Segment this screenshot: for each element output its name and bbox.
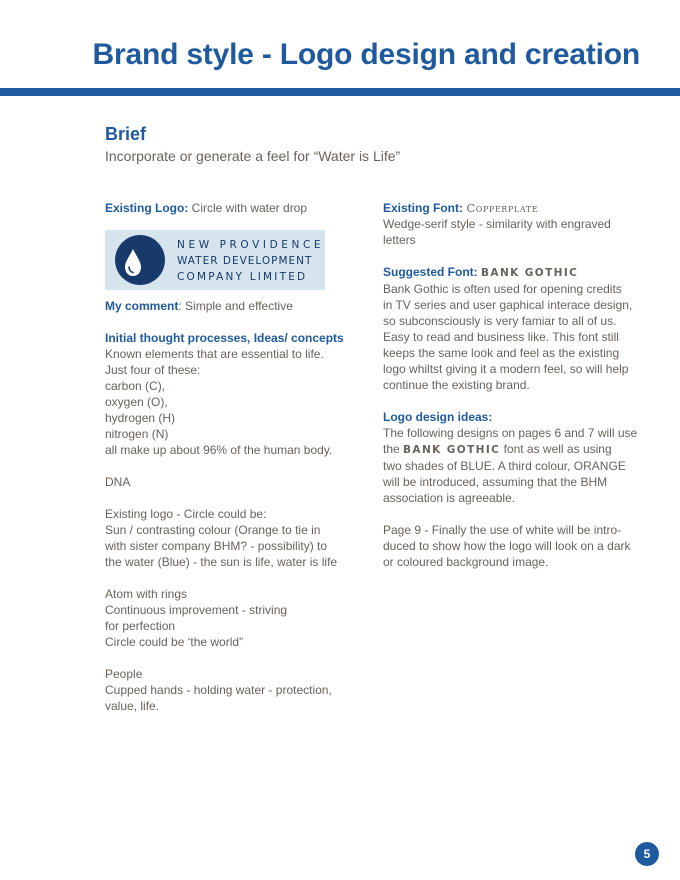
people-line: value, life. [105,699,160,713]
suggested-line: in TV series and user gaphical interace design, [383,298,633,312]
logo-ideas-line: will be introduced, assuming that the BHM [383,475,608,489]
ideas-line: Just four of these: [105,363,201,377]
circle-line: the water (Blue) - the sun is life, water is life [105,555,338,569]
comment-label: My comment [105,299,179,313]
suggested-line: keeps the same look and feel as the existing [383,346,620,360]
suggested-line: continue the existing brand. [383,378,530,392]
comment-line [105,298,350,314]
circle-line: Sun / contrasting colour (Orange to tie in [105,523,321,537]
page9-line: duced to show how the logo will look on a dark [383,539,631,553]
ideas-heading: Initial thought processes, Ideas/ concepts [105,331,344,345]
suggested-font-label: Suggested Font: [383,265,478,279]
ideas-line: hydrogen (H) [105,411,176,425]
suggested-line: so subconsciously is very famiar to all of us. [383,314,617,328]
ideas-line: oxygen (O), [105,395,168,409]
existing-logo-label: Existing Logo: [105,201,189,215]
font-desc-line: letters [383,233,416,247]
suggested-line: Easy to read and business like. This font still [383,330,619,344]
font-desc-line: Wedge-serif style - similarity with engraved [383,217,611,231]
logo-ideas-line: The following designs on pages 6 and 7 will use [383,426,638,440]
logo-ideas-post: font as well as using [500,442,612,456]
logo-line-1: NEW PROVIDENCE [177,239,325,251]
existing-font-line [383,200,645,216]
atom-line: Continuous improvement - striving [105,603,288,617]
circle-line: with sister company BHM? - possibility) to [105,539,328,553]
logo-line-3: COMPANY LIMITED [177,271,308,283]
logo-ideas-line: two shades of BLUE. A third colour, ORANGE [383,459,626,473]
atom-line: Circle could be ‘the world” [105,635,244,649]
logo-ideas-heading: Logo design ideas: [383,410,493,424]
ideas-line: Known elements that are essential to life. [105,347,324,361]
circle-line: Existing logo - Circle could be: [105,507,267,521]
people-line: People [105,667,143,681]
right-column [383,200,645,570]
page9-line: or coloured background image. [383,555,549,569]
page-number-badge: 5 [635,842,659,866]
npwdc-logo [105,230,325,290]
ideas-line: carbon (C), [105,379,166,393]
existing-logo-text: Circle with water drop [188,201,308,215]
page-title: Brand style - Logo design and creation [92,38,640,71]
comment-text: : Simple and effective [178,299,293,313]
water-drop-icon [115,235,165,285]
existing-font-name: Copperplate [466,201,539,215]
suggested-line: Bank Gothic is often used for opening credits [383,282,622,296]
logo-wordmark [177,237,323,285]
ideas-line: all make up about 96% of the human body. [105,443,333,457]
atom-line: for perfection [105,619,176,633]
left-column [105,200,350,714]
logo-ideas-line: association is agreeable. [383,491,516,505]
brief-heading: Brief [105,124,147,144]
logo-circle [115,235,165,285]
existing-font-label: Existing Font: [383,201,463,215]
header-rule [0,88,680,96]
ideas-line: nitrogen (N) [105,427,169,441]
suggested-line: logo whiltst giving it a modern feel, so will help [383,362,629,376]
people-line: Cupped hands - holding water - protection, [105,683,332,697]
suggested-font-name: BANK GOTHIC [481,267,579,279]
brief-subtitle: Incorporate or generate a feel for “Water is Life” [105,148,401,164]
logo-ideas-the: the [383,442,404,456]
atom-line: Atom with rings [105,587,188,601]
page9-line: Page 9 - Finally the use of white will be intro- [383,523,622,537]
suggested-font-line [383,264,645,281]
logo-ideas-line [383,441,645,458]
logo-line-2: WATER DEVELOPMENT [177,255,313,267]
logo-ideas-font: BANK GOTHIC [403,444,501,456]
dna-line: DNA [105,475,131,489]
existing-logo-line [105,200,350,216]
